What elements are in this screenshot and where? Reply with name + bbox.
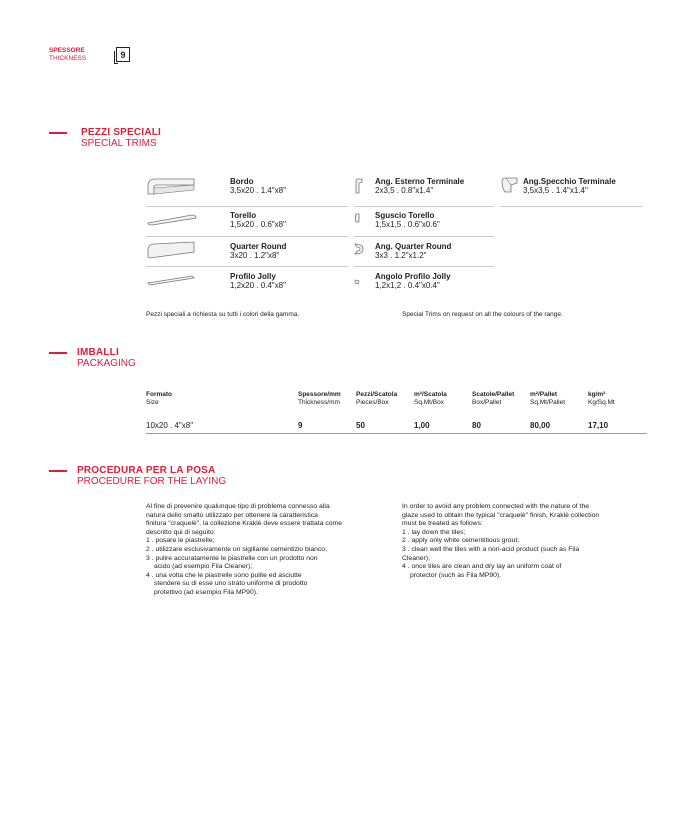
thickness-label-en: THICKNESS bbox=[49, 55, 87, 62]
row-divider bbox=[146, 206, 348, 207]
trim-item bbox=[230, 177, 286, 195]
trims-note-en: Special Trims on request on all the colours of the range. bbox=[402, 311, 563, 318]
trim-item bbox=[523, 177, 616, 195]
pack-header-en: Sq.Mt/Pallet bbox=[530, 399, 566, 406]
pack-header-kg bbox=[588, 391, 615, 407]
trim-size: 3,5x3,5 . 1.4"x1.4" bbox=[523, 186, 588, 195]
trim-item bbox=[375, 272, 451, 290]
row-divider bbox=[354, 236, 494, 237]
trim-size: 3x20 . 1.2"x8" bbox=[230, 251, 280, 260]
trim-name: Quarter Round bbox=[230, 242, 287, 251]
section-divider bbox=[49, 132, 67, 134]
procedure-step: 2 . utilizzare esclusivamente un sigillante cementizio bianco; bbox=[146, 545, 327, 553]
pack-header-sqm-pallet bbox=[530, 391, 565, 407]
trim-item bbox=[230, 242, 286, 260]
ang-esterno-icon bbox=[354, 177, 364, 195]
pack-header-box-pallet bbox=[472, 391, 514, 407]
procedure-intro-line: In order to avoid any problem connected with the nature of the bbox=[402, 503, 590, 510]
trim-size: 3x3 . 1.2"x1.2" bbox=[375, 251, 427, 260]
pack-cell-thickness: 9 bbox=[298, 421, 303, 430]
trims-note-it: Pezzi speciali a richiesta su tutti i colori della gamma. bbox=[146, 311, 300, 318]
ang-quarter-round-icon bbox=[354, 242, 366, 256]
pack-cell-pieces: 50 bbox=[356, 421, 365, 430]
pack-header-it: Pezzi/Scatola bbox=[356, 391, 398, 398]
pack-header-pieces bbox=[356, 391, 397, 407]
trim-name: Sguscio Torello bbox=[375, 211, 435, 220]
row-divider bbox=[146, 236, 348, 237]
procedure-step-cont: Cleaner); bbox=[402, 554, 430, 562]
procedure-title-it: PROCEDURA PER LA POSA bbox=[77, 465, 216, 476]
bordo-icon bbox=[146, 176, 198, 198]
procedure-step: 1 . posare le piastrelle; bbox=[146, 537, 215, 545]
procedure-step: 1 . lay down the tiles; bbox=[402, 528, 466, 536]
pack-cell-kg: 17,10 bbox=[588, 421, 609, 430]
trim-size: 2x3,5 . 0.8"x1.4" bbox=[375, 186, 434, 195]
packaging-title-it: IMBALLI bbox=[77, 347, 119, 358]
section-divider bbox=[49, 470, 67, 472]
torello-icon bbox=[146, 212, 198, 226]
procedure-intro-line: finitura "craquelè", la collezione Kraklè deve essere trattata come bbox=[146, 520, 342, 528]
trim-size: 1,5x20 . 0.6"x8" bbox=[230, 220, 286, 229]
trim-item bbox=[230, 211, 286, 229]
ang-specchio-icon bbox=[500, 176, 520, 194]
pack-cell-box-pallet: 80 bbox=[472, 421, 481, 430]
row-divider bbox=[500, 206, 642, 207]
trim-name: Torello bbox=[230, 211, 257, 220]
procedure-it bbox=[146, 503, 391, 598]
section-divider bbox=[49, 352, 67, 354]
trim-name: Ang.Specchio Terminale bbox=[523, 177, 616, 186]
procedure-en bbox=[402, 503, 652, 580]
trim-name: Profilo Jolly bbox=[230, 272, 276, 281]
table-divider bbox=[146, 433, 647, 434]
procedure-intro-line: glaze used to obtain the typical "craquelè" finish, Kraklè collection bbox=[402, 511, 600, 519]
profilo-jolly-icon bbox=[146, 274, 198, 286]
procedure-intro-line: must be treated as follows: bbox=[402, 520, 483, 528]
pack-header-it: Scatole/Pallet bbox=[472, 391, 515, 398]
trim-size: 1,2x1,2 . 0.4"x0.4" bbox=[375, 281, 440, 290]
pack-header-thickness bbox=[298, 391, 341, 407]
pack-header-it: kg/m² bbox=[588, 391, 606, 398]
trim-item bbox=[375, 242, 451, 260]
pack-header-en: Pieces/Box bbox=[356, 399, 389, 406]
special-trims-title-it: PEZZI SPECIALI bbox=[81, 127, 162, 138]
procedure-step-cont: protector (such as Fila MP90). bbox=[410, 571, 502, 579]
row-divider bbox=[354, 206, 494, 207]
special-trims-title bbox=[81, 127, 161, 149]
procedure-step: 3 . pulire accuratamente le piastrelle con un prodotto non bbox=[146, 554, 318, 562]
procedure-step: 4 . una volta che le piastrelle sono pulite ed asciutte bbox=[146, 571, 302, 579]
pack-cell-sqm-pallet: 80,00 bbox=[530, 421, 551, 430]
procedure-step: 2 . apply only white cementitious grout; bbox=[402, 537, 520, 545]
packaging-title-en: PACKAGING bbox=[77, 358, 136, 369]
row-divider bbox=[146, 266, 348, 267]
trim-size: 1,5x1,5 . 0.6"x0.6" bbox=[375, 220, 440, 229]
procedure-title bbox=[77, 465, 226, 487]
pack-header-sqm-box bbox=[414, 391, 447, 407]
trim-name: Ang. Quarter Round bbox=[375, 242, 452, 251]
pack-header-it: m²/Pallet bbox=[530, 391, 558, 398]
pack-header-it: m²/Scatola bbox=[414, 391, 447, 398]
procedure-step-cont: acido (ad esempio Fila Cleaner); bbox=[154, 563, 253, 571]
row-divider bbox=[354, 266, 494, 267]
pack-cell-size: 10x20 . 4"x8" bbox=[146, 421, 194, 430]
special-trims-title-en: SPECIAL TRIMS bbox=[81, 138, 157, 149]
pack-header-en: Size bbox=[146, 399, 159, 406]
thickness-label-it: SPESSORE bbox=[49, 47, 85, 54]
pack-header-en: Sq.Mt/Box bbox=[414, 399, 444, 406]
trim-name: Ang. Esterno Terminale bbox=[375, 177, 465, 186]
trim-size: 3,5x20 . 1.4"x8" bbox=[230, 186, 286, 195]
thickness-badge: 9 bbox=[116, 47, 130, 62]
procedure-step-cont: stendere su di esse uno strato uniforme di prodotto bbox=[154, 580, 308, 588]
thickness-label bbox=[49, 47, 86, 63]
angolo-profilo-jolly-icon bbox=[354, 279, 360, 285]
pack-header-en: Thickness/mm bbox=[298, 399, 340, 406]
trim-name: Bordo bbox=[230, 177, 254, 186]
pack-header-size bbox=[146, 391, 172, 407]
procedure-step: 4 . once tiles are clean and dry lay an uniform coat of bbox=[402, 563, 562, 571]
pack-cell-sqm-box: 1,00 bbox=[414, 421, 430, 430]
procedure-step: 3 . clean well the tiles with a non-acid product (such as Fila bbox=[402, 545, 580, 553]
procedure-intro-line: descritto qui di seguito: bbox=[146, 528, 216, 536]
quarter-round-icon bbox=[146, 240, 198, 260]
trim-name: Angolo Profilo Jolly bbox=[375, 272, 451, 281]
pack-header-it: Spessore/mm bbox=[298, 391, 341, 398]
sguscio-torello-icon bbox=[354, 213, 362, 223]
procedure-intro-line: Al fine di prevenire qualunque tipo di problema connesso alla bbox=[146, 503, 330, 510]
trim-item bbox=[375, 211, 440, 229]
trim-size: 1,2x20 . 0.4"x8" bbox=[230, 281, 286, 290]
procedure-step-cont: protettivo (ad esempio Fila MP90). bbox=[154, 588, 258, 596]
trim-item bbox=[375, 177, 464, 195]
packaging-title bbox=[77, 347, 136, 369]
pack-header-en: Kg/Sq.Mt bbox=[588, 399, 615, 406]
procedure-title-en: PROCEDURE FOR THE LAYING bbox=[77, 476, 227, 487]
pack-header-it: Formato bbox=[146, 391, 172, 398]
trim-item bbox=[230, 272, 286, 290]
procedure-intro-line: natura dello smalto utilizzato per ottenere la caratteristica bbox=[146, 511, 318, 519]
pack-header-en: Box/Pallet bbox=[472, 399, 502, 406]
